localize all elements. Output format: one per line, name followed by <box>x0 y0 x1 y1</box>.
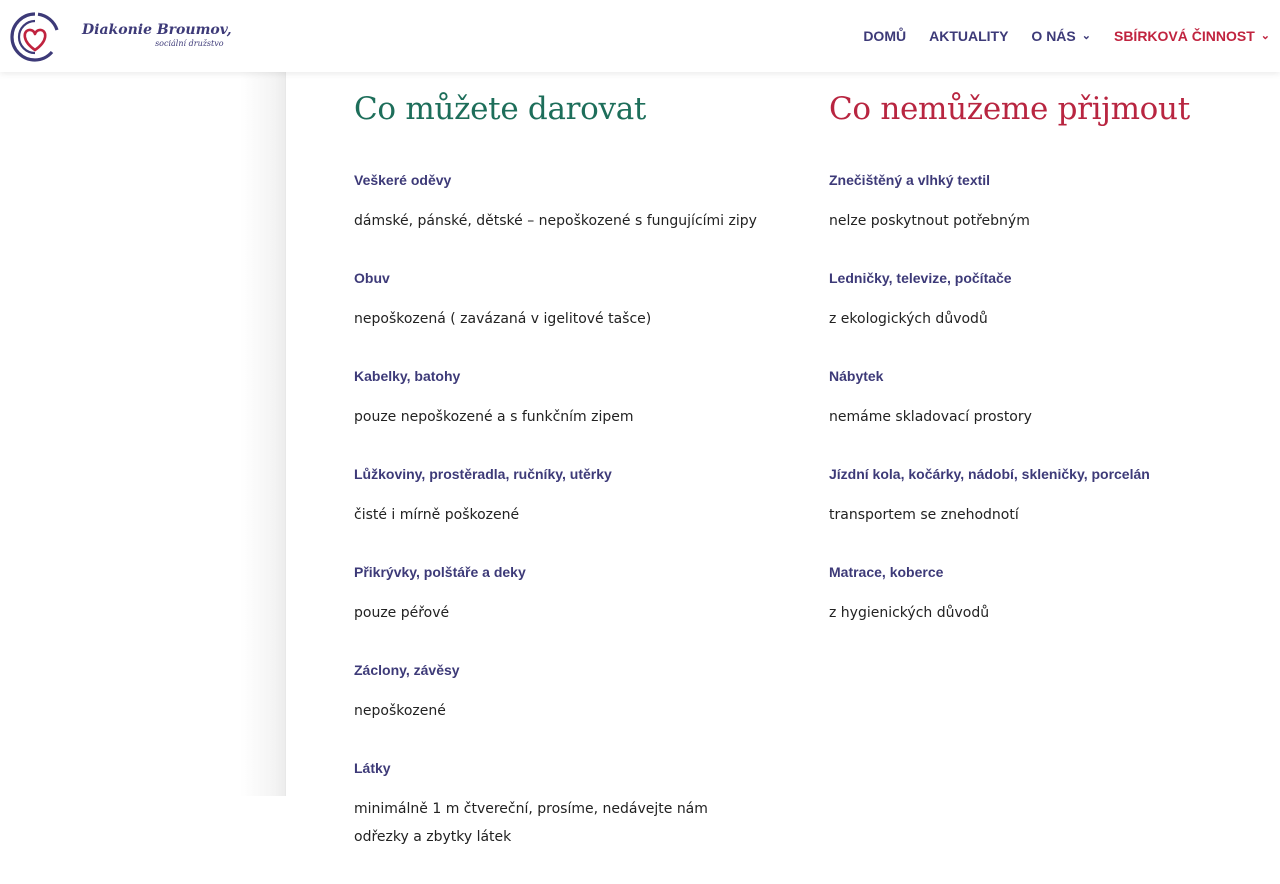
list-item <box>829 562 1249 627</box>
heart-logo-icon <box>8 10 62 64</box>
chevron-down-icon: ⌄ <box>1081 29 1091 42</box>
logo-subtitle: sociální družstvo <box>155 39 224 48</box>
item-description: nepoškozené <box>354 703 446 719</box>
item-description: dámské, pánské, dětské – nepoškozené s fungujícími zipy <box>354 213 757 229</box>
list-item <box>354 562 764 627</box>
item-heading: Záclony, závěsy <box>354 662 460 678</box>
nav-item-sbirkova-cinnost[interactable] <box>1114 28 1270 44</box>
item-description: transportem se znehodnotí <box>829 507 1019 523</box>
cannot-accept-column <box>829 88 1249 660</box>
list-item <box>354 758 764 851</box>
sidebar-shadow <box>0 72 286 796</box>
cannot-accept-title: Co nemůžeme přijmout <box>829 91 1190 127</box>
nav-item-o-nas[interactable] <box>1031 28 1091 44</box>
list-item <box>354 268 764 333</box>
can-donate-column <box>354 88 764 884</box>
site-header <box>0 0 1280 72</box>
item-heading: Obuv <box>354 270 390 286</box>
list-item <box>829 464 1249 529</box>
item-heading: Veškeré oděvy <box>354 172 452 188</box>
item-description: nemáme skladovací prostory <box>829 409 1032 425</box>
item-description: z ekologických důvodů <box>829 311 988 327</box>
nav-item-label: O NÁS <box>1031 28 1076 44</box>
list-item <box>829 170 1249 235</box>
site-logo[interactable] <box>8 9 232 65</box>
item-heading: Ledničky, televize, počítače <box>829 270 1012 286</box>
item-heading: Přikrývky, polštáře a deky <box>354 564 526 580</box>
item-description: pouze nepoškozené a s funkčním zipem <box>354 409 634 425</box>
item-heading: Znečištěný a vlhký textil <box>829 172 991 188</box>
item-description: minimálně 1 m čtvereční, prosíme, nedávejte nám odřezky a zbytky látek <box>354 801 708 845</box>
item-heading: Látky <box>354 760 391 776</box>
list-item <box>354 170 764 235</box>
nav-item-label: AKTUALITY <box>929 28 1009 44</box>
can-donate-title: Co můžete darovat <box>354 91 647 127</box>
item-heading: Nábytek <box>829 368 884 384</box>
item-heading: Jízdní kola, kočárky, nádobí, skleničky, porcelán <box>829 466 1150 482</box>
nav-item-label: DOMŮ <box>863 28 907 44</box>
logo-name: Diakonie Broumov, <box>82 22 232 38</box>
list-item <box>354 464 764 529</box>
item-heading: Matrace, koberce <box>829 564 944 580</box>
item-description: nelze poskytnout potřebným <box>829 213 1030 229</box>
list-item <box>829 366 1249 431</box>
item-description: čisté i mírně poškozené <box>354 507 520 523</box>
item-description: pouze péřové <box>354 605 450 621</box>
nav-item-label: SBÍRKOVÁ ČINNOST <box>1113 28 1255 44</box>
nav-item-aktuality[interactable] <box>929 28 1008 44</box>
item-heading: Lůžkoviny, prostěradla, ručníky, utěrky <box>354 466 612 482</box>
chevron-down-icon: ⌄ <box>1260 29 1270 42</box>
list-item <box>354 366 764 431</box>
item-description: z hygienických důvodů <box>829 605 990 621</box>
nav-item-domu[interactable] <box>863 28 906 44</box>
item-description: nepoškozená ( zavázaná v igelitové tašce) <box>354 311 652 327</box>
list-item <box>354 660 764 725</box>
item-heading: Kabelky, batohy <box>354 368 461 384</box>
list-item <box>829 268 1249 333</box>
main-nav <box>840 0 1270 72</box>
sidebar-divider <box>285 72 286 796</box>
